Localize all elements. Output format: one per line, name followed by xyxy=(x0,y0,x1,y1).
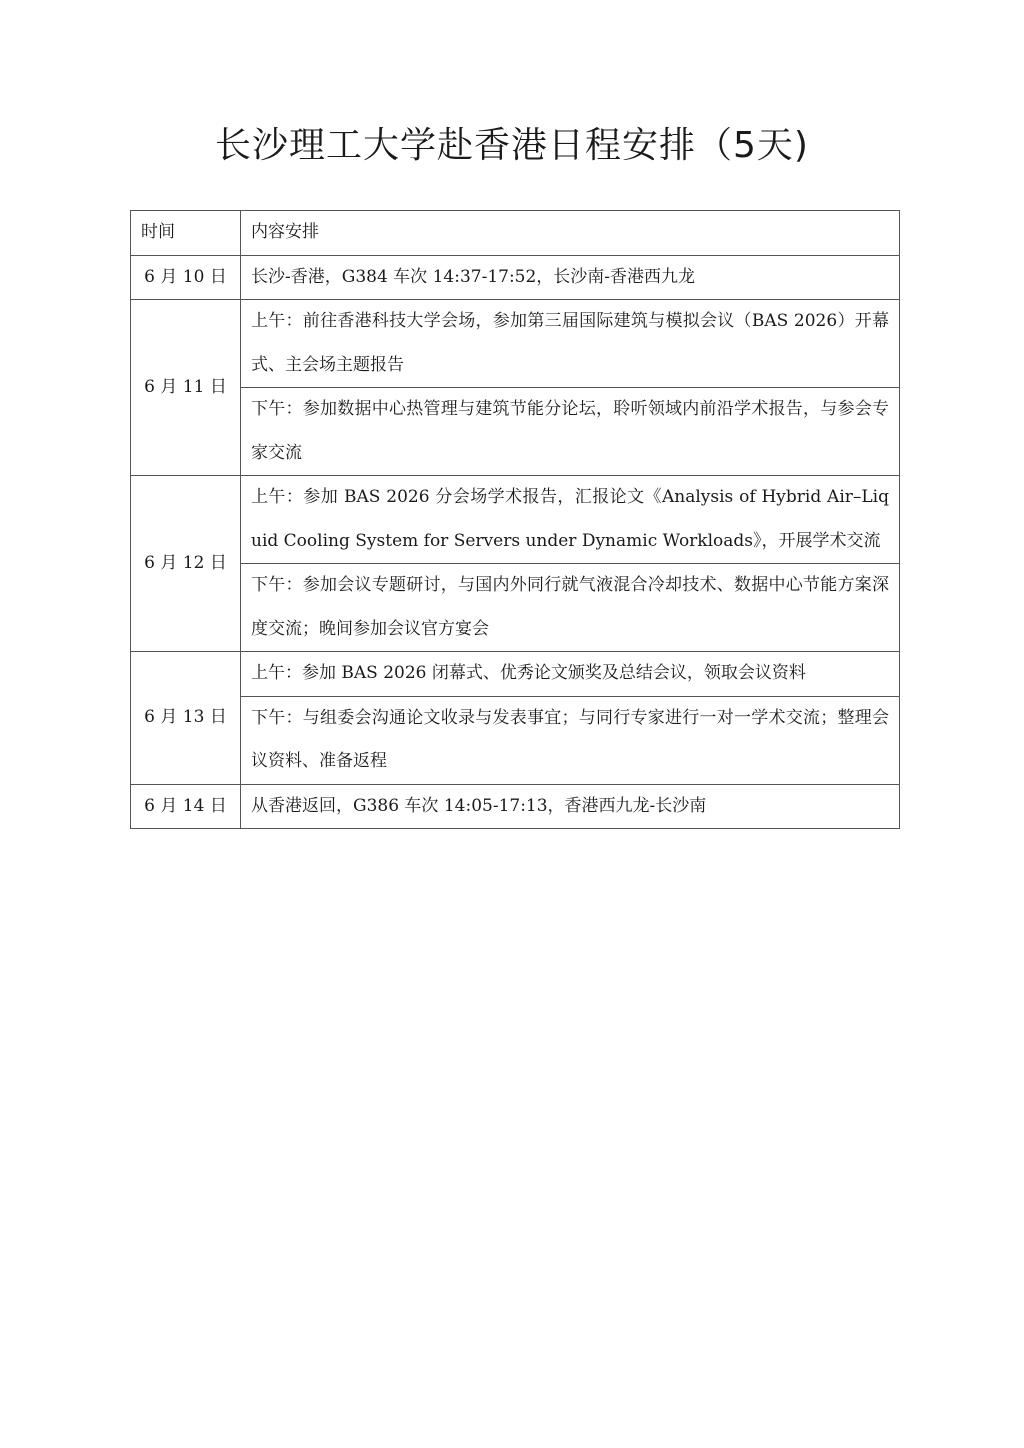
content-cell: 下午：参加数据中心热管理与建筑节能分论坛，聆听领域内前沿学术报告，与参会专家交流 xyxy=(241,388,900,476)
date-cell: 6 月 14 日 xyxy=(131,784,241,829)
table-row xyxy=(131,300,900,388)
table-header-row xyxy=(131,211,900,256)
table-row xyxy=(131,652,900,697)
table-row xyxy=(131,784,900,829)
table-row xyxy=(131,255,900,300)
content-cell: 下午：参加会议专题研讨，与国内外同行就气液混合冷却技术、数据中心节能方案深度交流；晚间参加会议官方宴会 xyxy=(241,564,900,652)
content-cell: 下午：与组委会沟通论文收录与发表事宜；与同行专家进行一对一学术交流；整理会议资料、准备返程 xyxy=(241,696,900,784)
date-cell: 6 月 11 日 xyxy=(131,300,241,476)
page-title: 长沙理工大学赴香港日程安排（5天) xyxy=(215,125,809,166)
header-content: 内容安排 xyxy=(241,211,900,256)
content-cell: 上午：参加 BAS 2026 闭幕式、优秀论文颁奖及总结会议，领取会议资料 xyxy=(241,652,900,697)
table-row xyxy=(131,696,900,784)
content-cell: 从香港返回，G386 车次 14:05-17:13，香港西九龙-长沙南 xyxy=(241,784,900,829)
table-row xyxy=(131,388,900,476)
schedule-table xyxy=(130,210,900,829)
table-row xyxy=(131,476,900,564)
date-cell: 6 月 12 日 xyxy=(131,476,241,652)
content-cell: 上午：参加 BAS 2026 分会场学术报告，汇报论文《Analysis of Hybrid Air–Liquid Cooling System for Servers under Dynamic Workloads》，开展学术交流 xyxy=(241,476,900,564)
header-time: 时间 xyxy=(131,211,241,256)
table-row xyxy=(131,564,900,652)
content-cell: 上午：前往香港科技大学会场，参加第三届国际建筑与模拟会议（BAS 2026）开幕式、主会场主题报告 xyxy=(241,300,900,388)
date-cell: 6 月 13 日 xyxy=(131,652,241,785)
date-cell: 6 月 10 日 xyxy=(131,255,241,300)
content-cell: 长沙-香港，G384 车次 14:37-17:52，长沙南-香港西九龙 xyxy=(241,255,900,300)
